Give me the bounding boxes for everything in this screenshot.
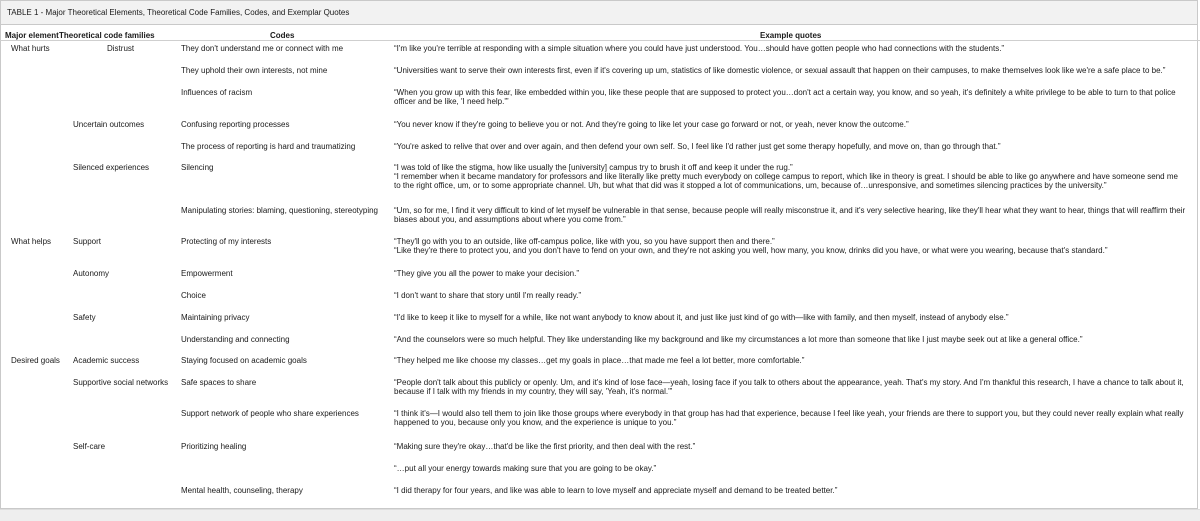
quote-cell: “I was told of like the stigma, how like usually the [university] campus try to brush it off and keep it under the rug.” <box>394 163 793 172</box>
code-cell: Understanding and connecting <box>181 335 290 344</box>
family-autonomy: Autonomy <box>73 269 110 278</box>
family-self-care: Self-care <box>73 442 106 451</box>
header-divider <box>0 40 1200 41</box>
quote-cell: “I'm like you're terrible at responding with a simple situation where you could have just understood. You…should have gotten people who had connections with the students.” <box>394 44 1005 53</box>
family-supportive-social-networks: Supportive social networks <box>73 378 169 387</box>
quote-cell: “Um, so for me, I find it very difficult to kind of let myself be vulnerable in that sense, because people will really misconstrue it, and it's very selective hearing, like they'll hear what they want to hear, things that will reaffirm their biases about you, and assumptions about where you come from.” <box>394 206 1186 224</box>
code-cell: Mental health, counseling, therapy <box>181 486 303 495</box>
quote-cell: “I remember when it became mandatory for professors and like literally like pretty much everybody on college campus to report, which like in theory is great. I should be able to like go anywhere and have someone send me to the right office, um, or to some appropriate channel. Uh, but what that did was it stopped a lot of communications, um, because of…unresponsive, and sometimes silencing practices by the university.” <box>394 172 1178 190</box>
horizontal-scrollbar[interactable] <box>0 509 1200 521</box>
quote-cell: “I did therapy for four years, and like was able to learn to love myself and appreciate myself and demand to be treated better.” <box>394 486 838 495</box>
code-cell: They don't understand me or connect with me <box>181 44 344 53</box>
quote-cell: “People don't talk about this publicly or openly. Um, and it's kind of lose face—yeah, losing face if you talk to others about the appearance, yeah. That's my story. And I'm thankful this research, I have a chance to talk about it, because if I talk with my friends in my country, they will say, 'Yeah, it's normal.'” <box>394 378 1184 396</box>
quote-cell: “Making sure they're okay…that'd be like the first priority, and then deal with the rest.” <box>394 442 696 451</box>
header-major-element: Major element <box>5 31 59 40</box>
code-cell: Protecting of my interests <box>181 237 272 246</box>
quote-cell: “…put all your energy towards making sure that you are going to be okay.” <box>394 464 657 473</box>
code-cell: Silencing <box>181 163 214 172</box>
quote-cell: “When you grow up with this fear, like embedded within you, like these people that are supposed to protect you…don't act a certain way, you know, and so yeah, it's definitely a white privilege to be able to turn to that police officer and be like, 'I need help.'” <box>394 88 1176 106</box>
header-codes: Codes <box>270 31 295 40</box>
family-academic-success: Academic success <box>73 356 140 365</box>
header-example-quotes: Example quotes <box>760 31 822 40</box>
code-cell: Staying focused on academic goals <box>181 356 307 365</box>
quote-cell: “Like they're there to protect you, and you don't have to fend on your own, and they're not asking you well, how many, you know, drinks did you have, or what were you wearing, because that's standard.” <box>394 246 1108 255</box>
family-distrust: Distrust <box>107 44 135 53</box>
quote-cell: “I think it's—I would also tell them to join like those groups where everybody in that group has had that experience, because I feel like yeah, your friends are there to support you, but they could never really explain what really happened to you, because only you know, and the experience is unique to you.” <box>394 409 1184 427</box>
family-safety: Safety <box>73 313 96 322</box>
family-support: Support <box>73 237 102 246</box>
code-cell: The process of reporting is hard and traumatizing <box>181 142 356 151</box>
quote-cell: “You never know if they're going to believe you or not. And they're going to like let your case go forward or not, or yeah, never know the outcome.” <box>394 120 909 129</box>
quote-cell: “Universities want to serve their own interests first, even if it's covering up um, statistics of like domestic violence, or sexual assault that happen on their campuses, to make themselves look like we're a safe place to be.” <box>394 66 1166 75</box>
quote-cell: “I'd like to keep it like to myself for a while, like not want anybody to know about it, and just like just kind of go with—like with family, and then myself, instead of anybody else.” <box>394 313 1009 322</box>
quote-cell: “They'll go with you to an outside, like off-campus police, like with you, so you have support then and there.” <box>394 237 775 246</box>
family-uncertain-outcomes: Uncertain outcomes <box>73 120 145 129</box>
quote-cell: “I don't want to share that story until I'm really ready.” <box>394 291 581 300</box>
code-cell: Support network of people who share experiences <box>181 409 359 418</box>
table-caption: TABLE 1 - Major Theoretical Elements, Theoretical Code Families, Codes, and Exemplar Quotes <box>1 1 1197 25</box>
family-silenced-experiences: Silenced experiences <box>73 163 150 172</box>
code-cell: Maintaining privacy <box>181 313 250 322</box>
code-cell: Confusing reporting processes <box>181 120 290 129</box>
quote-cell: “They helped me like choose my classes…get my goals in place…that made me feel a lot better, more comfortable.” <box>394 356 805 365</box>
code-cell: Influences of racism <box>181 88 253 97</box>
code-cell: Manipulating stories: blaming, questioning, stereotyping <box>181 206 379 215</box>
code-cell: Empowerment <box>181 269 233 278</box>
quote-cell: “You're asked to relive that over and over again, and then defend your own self. So, I feel like I'd rather just get some therapy hopefully, and move on, than go through that.” <box>394 142 1001 151</box>
quote-cell: “And the counselors were so much helpful. They like understanding like my background and like my circumstances a lot more than someone that like I just maybe seek out at like a general office.” <box>394 335 1083 344</box>
code-cell: They uphold their own interests, not mine <box>181 66 328 75</box>
element-desired-goals: Desired goals <box>11 356 60 365</box>
code-cell: Prioritizing healing <box>181 442 247 451</box>
quote-cell: “They give you all the power to make your decision.” <box>394 269 579 278</box>
header-code-families: Theoretical code families <box>59 31 155 40</box>
code-cell: Choice <box>181 291 206 300</box>
element-what-helps: What helps <box>11 237 52 246</box>
code-cell: Safe spaces to share <box>181 378 257 387</box>
element-what-hurts: What hurts <box>11 44 50 53</box>
